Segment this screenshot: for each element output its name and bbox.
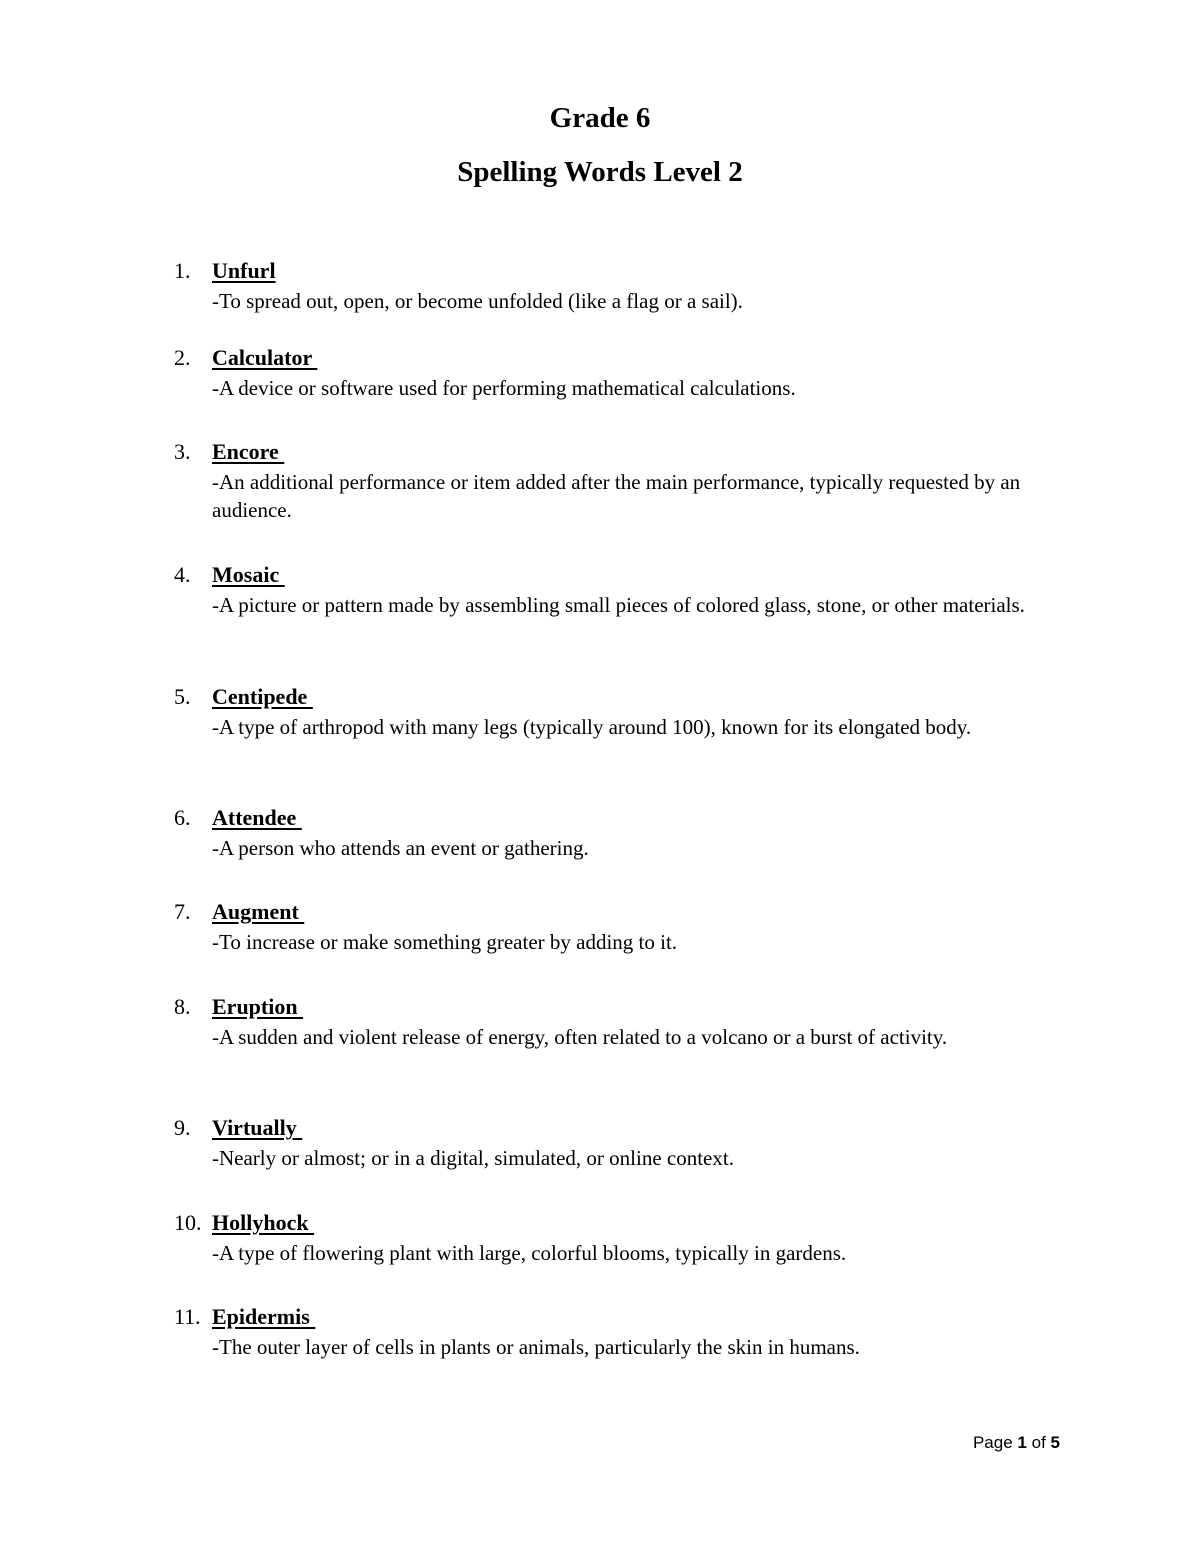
word-definition: -A picture or pattern made by assembling small pieces of colored glass, stone, or other materials. bbox=[212, 593, 1025, 617]
page-footer bbox=[973, 1433, 1060, 1453]
item-number: 1. bbox=[174, 258, 191, 283]
word-definition: -A type of arthropod with many legs (typically around 100), known for its elongated body. bbox=[212, 715, 972, 739]
word-definition: -A device or software used for performing mathematical calculations. bbox=[212, 376, 796, 400]
spelling-word: Augment bbox=[212, 899, 305, 924]
spelling-word: Virtually bbox=[212, 1115, 303, 1140]
spelling-word: Mosaic bbox=[212, 562, 285, 587]
item-number: 8. bbox=[174, 994, 191, 1019]
spelling-word: Eruption bbox=[212, 994, 304, 1019]
word-definition: -Nearly or almost; or in a digital, simulated, or online context. bbox=[212, 1146, 734, 1170]
word-definition: -A sudden and violent release of energy, often related to a volcano or a burst of activity. bbox=[212, 1025, 948, 1049]
word-definition: -The outer layer of cells in plants or animals, particularly the skin in humans. bbox=[212, 1335, 860, 1359]
word-definition: -To spread out, open, or become unfolded (like a flag or a sail). bbox=[212, 289, 743, 313]
page-subtitle: Spelling Words Level 2 bbox=[457, 156, 743, 188]
spelling-word: Epidermis bbox=[212, 1304, 316, 1329]
spelling-word: Calculator bbox=[212, 345, 318, 370]
spelling-word: Unfurl bbox=[212, 258, 276, 283]
word-definition: -A type of flowering plant with large, colorful blooms, typically in gardens. bbox=[212, 1241, 847, 1265]
of-label: of bbox=[1031, 1433, 1046, 1452]
spelling-word: Centipede bbox=[212, 684, 313, 709]
item-number: 4. bbox=[174, 562, 191, 587]
spelling-word: Encore bbox=[212, 439, 285, 464]
item-number: 10. bbox=[174, 1210, 202, 1235]
item-number: 7. bbox=[174, 899, 191, 924]
item-number: 5. bbox=[174, 684, 191, 709]
word-definition: -An additional performance or item added after the main performance, typically requested by an audience. bbox=[212, 470, 1021, 522]
item-number: 2. bbox=[174, 345, 191, 370]
item-number: 9. bbox=[174, 1115, 191, 1140]
page-title: Grade 6 bbox=[549, 102, 651, 134]
page-label: Page bbox=[972, 1433, 1013, 1452]
word-definition: -A person who attends an event or gathering. bbox=[212, 836, 589, 860]
total-pages: 5 bbox=[1050, 1433, 1060, 1452]
item-number: 6. bbox=[174, 805, 191, 830]
item-number: 11. bbox=[174, 1304, 201, 1329]
item-number: 3. bbox=[174, 439, 191, 464]
word-definition: -To increase or make something greater by adding to it. bbox=[212, 930, 678, 954]
page-number: 1 bbox=[1017, 1433, 1027, 1452]
spelling-word: Hollyhock bbox=[212, 1210, 315, 1235]
spelling-word: Attendee bbox=[212, 805, 302, 830]
